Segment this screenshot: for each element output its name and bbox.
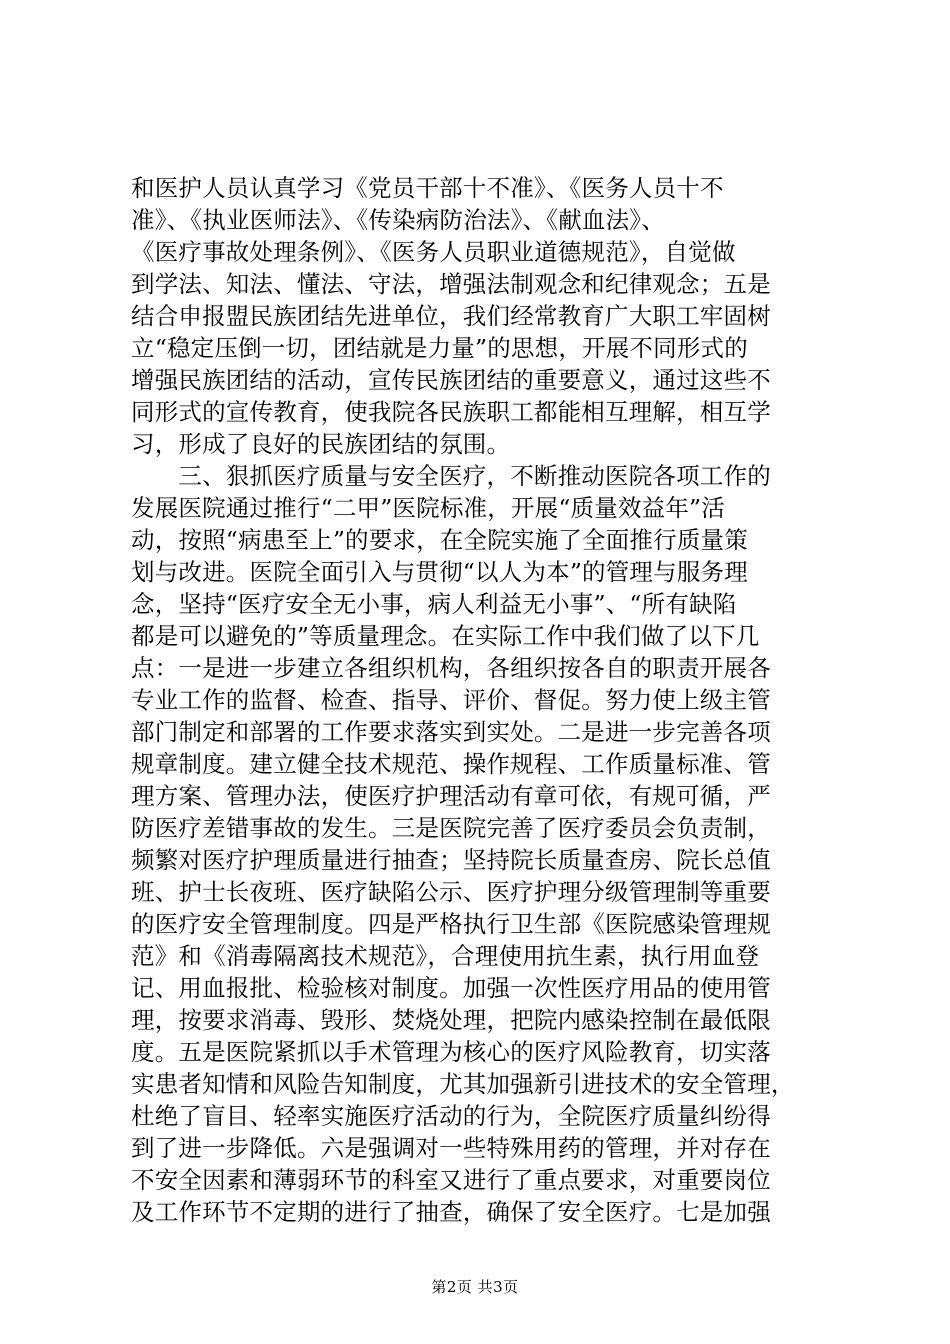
text-line: 记、用血报批、检验核对制度。加强一次性医疗用品的使用管 xyxy=(131,974,771,1002)
text-line: 动，按照“病患至上”的要求，在全院实施了全面推行质量策 xyxy=(131,526,748,554)
text-line: 增强民族团结的活动，宣传民族团结的重要意义，通过这些不 xyxy=(131,366,771,394)
text-line: 结合申报盟民族团结先进单位，我们经常教育广大职工牢固树 xyxy=(131,302,771,330)
text-line: 发展医院通过推行“二甲”医院标准，开展“质量效益年”活 xyxy=(131,494,725,522)
text-line: 划与改进。医院全面引入与贯彻“以人为本”的管理与服务理 xyxy=(131,558,748,586)
text-line: 实患者知情和风险告知制度，尤其加强新引进技术的安全管理， xyxy=(131,1070,795,1098)
text-line: 到学法、知法、懂法、守法，增强法制观念和纪律观念；五是 xyxy=(131,270,771,298)
text-line: 准》、《执业医师法》、《传染病防治法》、《献血法》、 xyxy=(131,206,665,234)
text-line: 杜绝了盲目、轻率实施医疗活动的行为，全院医疗质量纠纷得 xyxy=(131,1102,771,1130)
text-line: 频繁对医疗护理质量进行抽查；坚持院长质量查房、院长总值 xyxy=(131,846,771,874)
text-line: 专业工作的监督、检查、指导、评价、督促。努力使上级主管 xyxy=(131,686,771,714)
text-line: 部门制定和部署的工作要求落实到实处。二是进一步完善各项 xyxy=(131,718,771,746)
text-line: 三、狠抓医疗质量与安全医疗，不断推动医院各项工作的 xyxy=(131,462,771,490)
text-line: 及工作环节不定期的进行了抽查，确保了安全医疗。七是加强 xyxy=(131,1198,771,1226)
page-footer: 第2页 共3页 xyxy=(431,1278,519,1296)
text-line: 同形式的宣传教育，使我院各民族职工都能相互理解，相互学 xyxy=(131,398,771,426)
text-line: 班、护士长夜班、医疗缺陷公示、医疗护理分级管理制等重要 xyxy=(131,878,771,906)
text-line: 和医护人员认真学习《党员干部十不准》、《医务人员十不 xyxy=(131,174,724,202)
text-line: 规章制度。建立健全技术规范、操作规程、工作质量标准、管 xyxy=(131,750,771,778)
text-line: 理方案、管理办法，使医疗护理活动有章可依，有规可循，严 xyxy=(131,782,771,810)
text-line: 立“稳定压倒一切，团结就是力量”的思想，开展不同形式的 xyxy=(131,334,748,362)
text-line: 理，按要求消毒、毁形、焚烧处理，把院内感染控制在最低限 xyxy=(131,1006,771,1034)
text-line: 到了进一步降低。六是强调对一些特殊用药的管理，并对存在 xyxy=(131,1134,771,1162)
text-line: 度。五是医院紧抓以手术管理为核心的医疗风险教育，切实落 xyxy=(131,1038,771,1066)
text-line: 习，形成了良好的民族团结的氛围。 xyxy=(131,430,511,458)
text-line: 《医疗事故处理条例》、《医务人员职业道德规范》，自觉做 xyxy=(131,238,736,266)
text-line: 不安全因素和薄弱环节的科室又进行了重点要求，对重要岗位 xyxy=(131,1166,771,1194)
body-text xyxy=(131,172,831,1228)
text-line: 防医疗差错事故的发生。三是医院完善了医疗委员会负责制， xyxy=(131,814,771,842)
text-line: 都是可以避免的”等质量理念。在实际工作中我们做了以下几 xyxy=(131,622,760,650)
text-line: 的医疗安全管理制度。四是严格执行卫生部《医院感染管理规 xyxy=(131,910,771,938)
text-line: 念，坚持“医疗安全无小事，病人利益无小事”、“所有缺陷 xyxy=(131,590,737,618)
text-line: 点：一是进一步建立各组织机构，各组织按各自的职责开展各 xyxy=(131,654,771,682)
text-line: 范》和《消毒隔离技术规范》，合理使用抗生素，执行用血登 xyxy=(131,942,760,970)
